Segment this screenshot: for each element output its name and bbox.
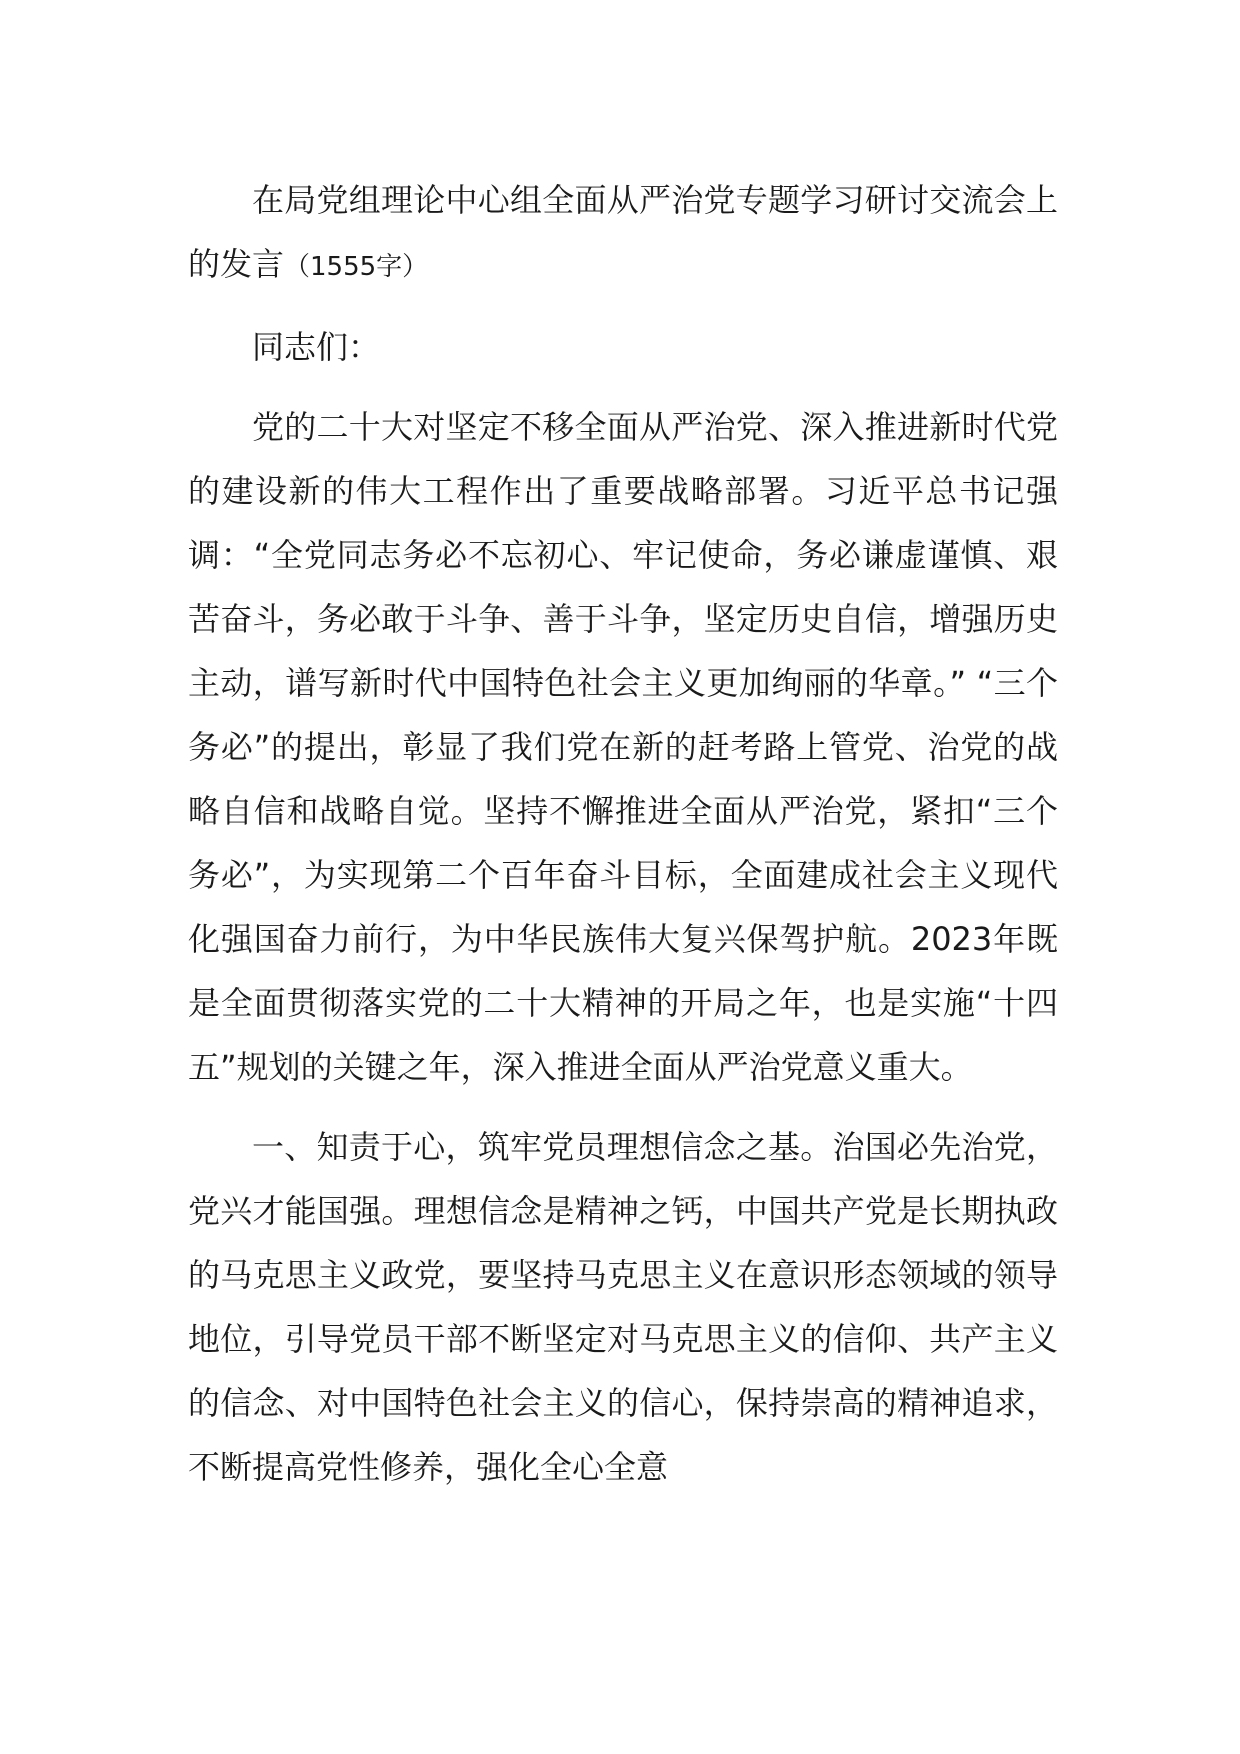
title-main: 在局党组理论中心组全面从严治党专题学习研讨交流会上的发言 <box>188 181 1058 283</box>
title-word-count: （1555字） <box>284 252 429 282</box>
paragraph-intro: 党的二十大对坚定不移全面从严治党、深入推进新时代党的建设新的伟大工程作出了重要战略部署。习近平总书记强调：“全党同志务必不忘初心、牢记使命，务必谦虚谨慎、艰苦奋斗，务必敢于斗争、善于斗争，坚定历史自信，增强历史主动，谱写新时代中国特色社会主义更加绚丽的华章。” “三个务必”的提出，彰显了我们党在新的赶考路上管党、治党的战略自信和战略自觉。坚持不懈推进全面从严治党，紧扣“三个务必”，为实现第二个百年奋斗目标，全面建成社会主义现代化强国奋力前行，为中华民族伟大复兴保驾护航。2023年既是全面贯彻落实党的二十大精神的开局之年，也是实施“十四五”规划的关键之年，深入推进全面从严治党意义重大。 <box>188 408 1058 1086</box>
document-body <box>188 168 1058 1515</box>
document-title <box>188 168 1058 299</box>
paragraph-section-one: 一、知责于心，筑牢党员理想信念之基。治国必先治党，党兴才能国强。理想信念是精神之钙，中国共产党是长期执政的马克思主义政党，要坚持马克思主义在意识形态领域的领导地位，引导党员干部不断坚定对马克思主义的信仰、共产主义的信念、对中国特色社会主义的信心，保持崇高的精神追求，不断提高党性修养，强化全心全意 <box>188 1128 1058 1486</box>
salutation: 同志们： <box>252 328 381 366</box>
